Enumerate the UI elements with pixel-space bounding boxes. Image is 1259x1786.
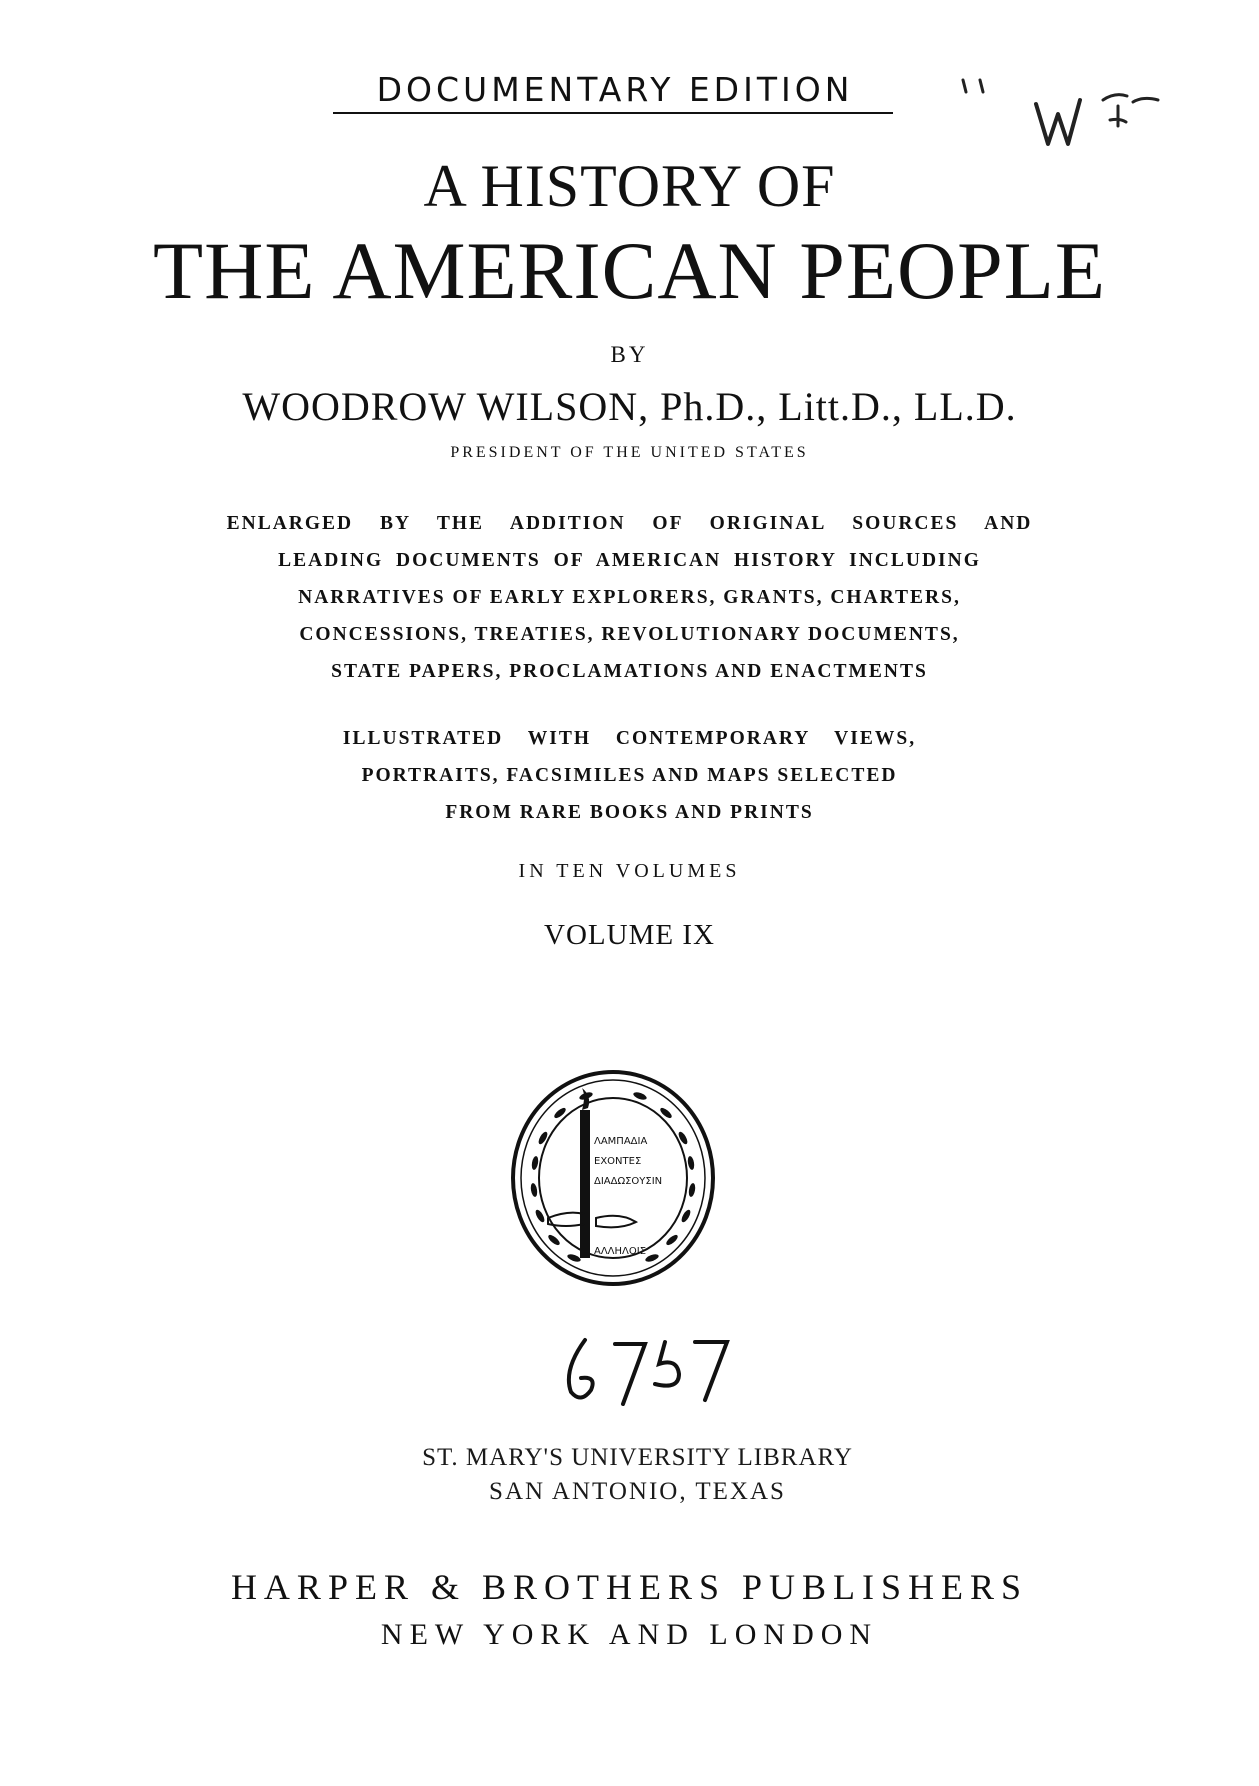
illustrations-line: FROM RARE BOOKS AND PRINTS <box>445 802 814 823</box>
description-line: CONCESSIONS, TREATIES, REVOLUTIONARY DOCUMENTS, <box>299 624 960 645</box>
illustrations-line: ILLUSTRATED WITH CONTEMPORARY VIEWS, <box>342 728 917 749</box>
library-stamp-line-2: SAN ANTONIO, TEXAS <box>489 1478 786 1505</box>
publisher-seal-icon <box>508 1068 718 1288</box>
publisher-name: HARPER & BROTHERS PUBLISHERS <box>230 1567 1029 1607</box>
handwritten-accession-number <box>555 1330 735 1410</box>
edition-underline <box>333 112 893 114</box>
seal-text-line: ΑΛΛΗΛΟΙΣ <box>594 1246 647 1257</box>
illustrations-line: PORTRAITS, FACSIMILES AND MAPS SELECTED <box>361 765 898 786</box>
publisher-place: NEW YORK AND LONDON <box>380 1618 879 1651</box>
edition-label: DOCUMENTARY EDITION <box>376 70 854 109</box>
by-label: BY <box>610 342 649 367</box>
seal-text-line: ΕΧΟΝΤΕΣ <box>594 1156 642 1167</box>
description-line: STATE PAPERS, PROCLAMATIONS AND ENACTMENTS <box>331 661 928 682</box>
title-line-1: A HISTORY OF <box>423 153 836 219</box>
description-line: NARRATIVES OF EARLY EXPLORERS, GRANTS, CHARTERS, <box>298 587 961 608</box>
seal-text-line: ΔΙΑΔΩΣΟΥΣΙΝ <box>594 1176 663 1187</box>
author-name: WOODROW WILSON, Ph.D., Litt.D., LL.D. <box>242 384 1017 429</box>
volumes-note: IN TEN VOLUMES <box>518 860 741 882</box>
handwritten-initials <box>958 72 1168 162</box>
author-role: PRESIDENT OF THE UNITED STATES <box>450 444 809 461</box>
seal-text-line: ΛΑΜΠΑΔΙΑ <box>594 1136 648 1147</box>
description-line: LEADING DOCUMENTS OF AMERICAN HISTORY INCLUDING <box>278 550 981 571</box>
title-line-2: THE AMERICAN PEOPLE <box>153 225 1106 316</box>
library-stamp-line-1: ST. MARY'S UNIVERSITY LIBRARY <box>422 1444 853 1471</box>
volume-number: VOLUME IX <box>544 919 715 951</box>
description-line: ENLARGED BY THE ADDITION OF ORIGINAL SOURCES AND <box>226 513 1033 534</box>
